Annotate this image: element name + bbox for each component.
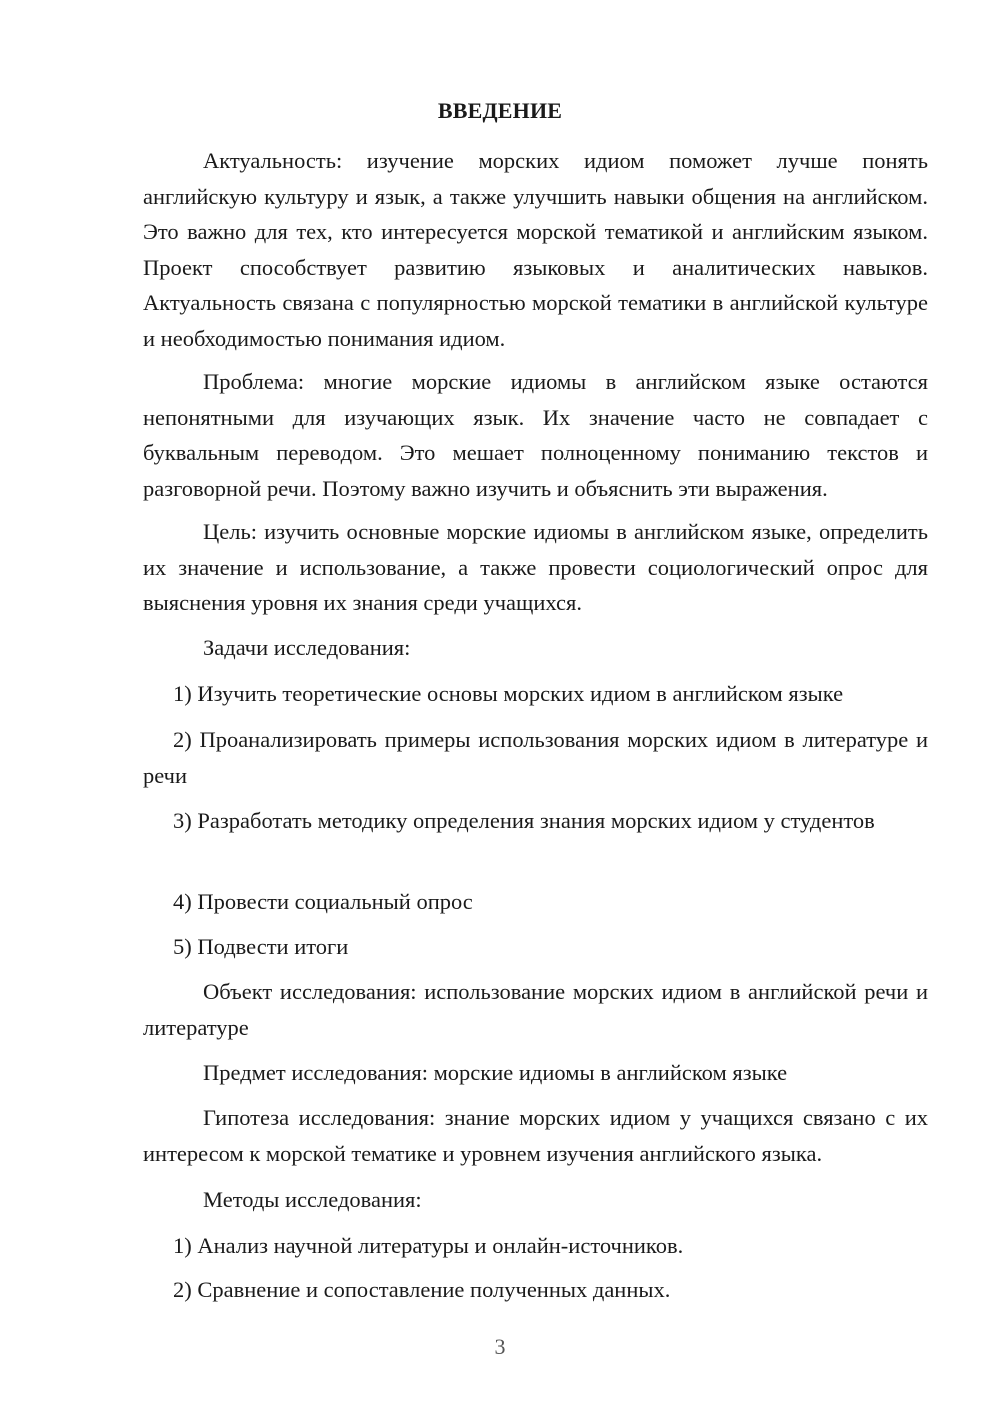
method-item: 2) Сравнение и сопоставление полученных данных. (173, 1277, 671, 1302)
hypothesis-paragraph: Гипотеза исследования: знание морских идиом у учащихся связано с их интересом к морской тематике и уровнем изучения английского языка. (143, 1105, 928, 1166)
task-item: 2) Проанализировать примеры использования морских идиом в литературе и речи (143, 727, 928, 788)
tasks-heading: Задачи исследования: (203, 635, 411, 660)
subject-paragraph: Предмет исследования: морские идиомы в английском языке (203, 1060, 788, 1085)
relevance-paragraph: Актуальность: изучение морских идиом поможет лучше понять английскую культуру и язык, а также улучшить навыки общения на английском. Это важно для тех, кто интересуется морской тематикой и английским языком. Проект способствует развитию языковых и аналитических навыков. Актуальность связана с популярностью морской тематики в английской культуре и необходимостью понимания идиом. (143, 148, 928, 351)
methods-heading: Методы исследования: (203, 1187, 422, 1212)
method-item: 1) Анализ научной литературы и онлайн-источников. (173, 1233, 684, 1258)
object-paragraph: Объект исследования: использование морских идиом в английской речи и литературе (143, 979, 928, 1040)
page-title: ВВЕДЕНИЕ (437, 98, 563, 123)
task-item: 3) Разработать методику определения знания морских идиом у студентов (173, 808, 875, 833)
task-item: 1) Изучить теоретические основы морских идиом в английском языке (173, 681, 844, 706)
problem-paragraph: Проблема: многие морские идиомы в английском языке остаются непонятными для изучающих язык. Их значение часто не совпадает с буквальным переводом. Это мешает полноценному пониманию текстов и разговорной речи. Поэтому важно изучить и объяснить эти выражения. (143, 369, 928, 501)
page-number: 3 (494, 1334, 506, 1359)
task-item: 5) Подвести итоги (173, 934, 349, 959)
goal-paragraph: Цель: изучить основные морские идиомы в английском языке, определить их значение и использование, а также провести социологический опрос для выяснения уровня их знания среди учащихся. (143, 519, 928, 615)
task-item: 4) Провести социальный опрос (173, 889, 473, 914)
